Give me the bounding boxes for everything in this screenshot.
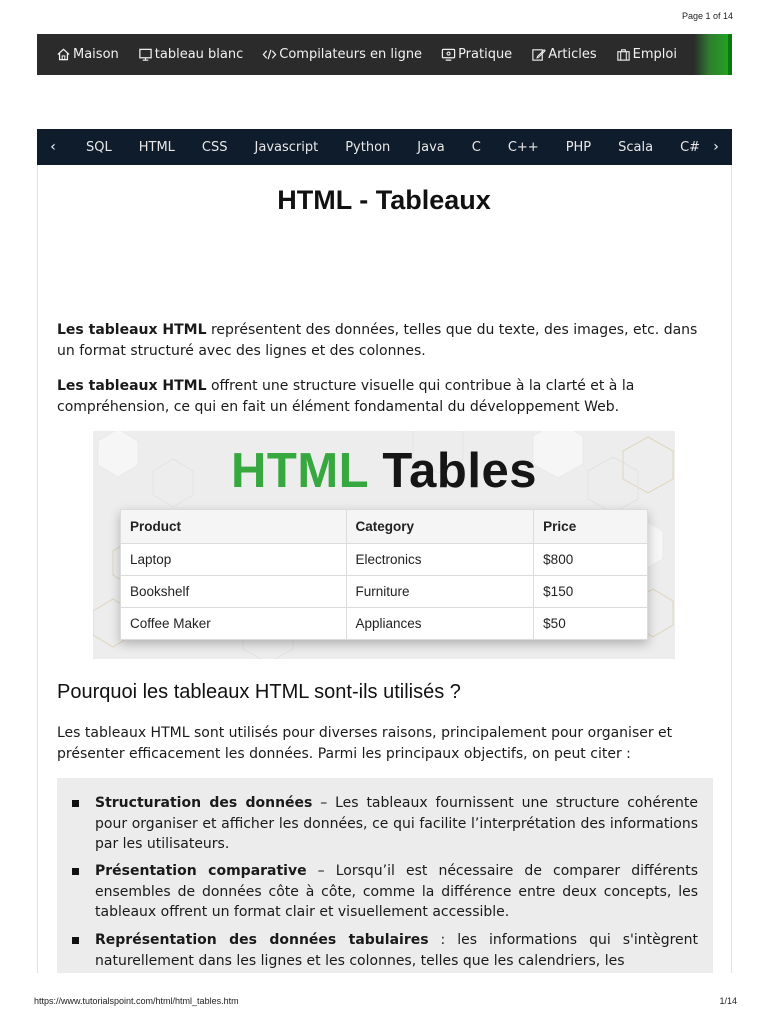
list-item-text: : les informations qui s'intègrent naturellement dans les lignes et les colonnes, telles que les calendriers, les xyxy=(95,932,699,969)
nav-item-tableau-blanc[interactable] xyxy=(138,47,243,62)
whiteboard-icon xyxy=(138,47,153,62)
nav-scroll-fade xyxy=(694,34,732,75)
table-row xyxy=(121,608,648,640)
table-header-cell: Category xyxy=(346,510,534,544)
intro-paragraph-2 xyxy=(57,376,705,417)
list-item-title: Représentation des données tabulaires xyxy=(95,932,429,948)
intro-bold: Les tableaux HTML xyxy=(57,378,207,394)
lang-item-csharp[interactable]: C# xyxy=(680,139,701,155)
section-heading: Pourquoi les tableaux HTML sont-ils utilisés ? xyxy=(57,681,461,703)
lang-item-c[interactable]: C xyxy=(471,139,481,155)
nav-item-compilateurs[interactable] xyxy=(262,47,422,62)
lang-item-css[interactable]: CSS xyxy=(201,139,228,155)
lang-item-scala[interactable]: Scala xyxy=(618,139,654,155)
nav-item-emploi[interactable] xyxy=(616,47,677,62)
nav-item-articles[interactable] xyxy=(531,47,596,62)
section-intro: Les tableaux HTML sont utilisés pour diverses raisons, principalement pour organiser et présenter efficacement les données. Parmi les principaux objectifs, on peut citer : xyxy=(57,725,673,762)
lang-item-php[interactable]: PHP xyxy=(565,139,592,155)
code-icon xyxy=(262,47,277,62)
nav-item-label: Articles xyxy=(548,47,597,62)
intro-paragraph-1 xyxy=(57,320,705,361)
nav-item-pratique[interactable] xyxy=(441,47,512,62)
table-cell: Laptop xyxy=(121,544,347,576)
lang-item-cpp[interactable]: C++ xyxy=(507,139,539,155)
table-cell: $800 xyxy=(534,544,648,576)
html-tables-banner-image xyxy=(93,431,675,659)
table-row xyxy=(121,544,648,576)
list-item-title: Structuration des données xyxy=(95,795,313,811)
list-item xyxy=(95,930,698,971)
scroll-right-button[interactable]: › xyxy=(700,129,732,165)
language-list xyxy=(86,129,727,165)
table-header-cell: Price xyxy=(534,510,648,544)
intro-text: offrent une structure visuelle qui contribue à la clarté et à la compréhension, ce qui en fait un élément fondamental du développement Web. xyxy=(57,378,635,415)
table-cell: Bookshelf xyxy=(121,576,347,608)
table-header-row xyxy=(121,510,648,544)
language-bar xyxy=(37,129,732,165)
table-row xyxy=(121,576,648,608)
lang-item-html[interactable]: HTML xyxy=(138,139,175,155)
scroll-left-button[interactable]: ‹ xyxy=(37,129,69,165)
lang-item-python[interactable]: Python xyxy=(345,139,391,155)
top-navigation xyxy=(37,34,732,75)
nav-item-label: Emploi xyxy=(632,47,677,62)
table-cell: Appliances xyxy=(346,608,534,640)
list-item-text: – Lorsqu’il est nécessaire de comparer différents ensembles de données côte à côte, comme la différence entre deux concepts, les tableaux offrent un format clair et visuellement accessible. xyxy=(95,863,699,920)
purposes-list xyxy=(57,778,713,978)
list-item xyxy=(95,793,698,855)
list-item-text: – Les tableaux fournissent une structure cohérente pour organiser et afficher les données, ce qui facilite l’interprétation des informations par les utilisateurs. xyxy=(95,795,698,852)
intro-bold: Les tableaux HTML xyxy=(57,322,207,338)
edit-icon xyxy=(531,47,546,62)
table-header-cell: Product xyxy=(121,510,347,544)
table-cell: Coffee Maker xyxy=(121,608,347,640)
nav-item-label: tableau blanc xyxy=(154,47,244,62)
nav-item-label: Maison xyxy=(73,47,119,62)
table-cell: $150 xyxy=(534,576,648,608)
list-item-title: Présentation comparative xyxy=(95,863,307,879)
nav-item-maison[interactable] xyxy=(56,47,119,62)
banner-sample-table xyxy=(120,509,648,640)
page-title: HTML - Tableaux xyxy=(277,185,491,215)
lang-item-sql[interactable]: SQL xyxy=(86,139,112,155)
intro-text: représentent des données, telles que du texte, des images, etc. dans un format structuré avec des lignes et des colonnes. xyxy=(57,322,698,359)
briefcase-icon xyxy=(616,47,631,62)
lang-item-javascript[interactable]: Javascript xyxy=(254,139,319,155)
banner-title xyxy=(93,443,675,499)
footer-url: https://www.tutorialspoint.com/html/html_tables.htm xyxy=(34,996,239,1006)
list-item xyxy=(95,861,698,923)
table-cell: $50 xyxy=(534,608,648,640)
table-cell: Furniture xyxy=(346,576,534,608)
page-counter: Page 1 of 14 xyxy=(681,11,733,21)
lang-item-java[interactable]: Java xyxy=(417,139,445,155)
footer-page-number: 1/14 xyxy=(719,996,737,1006)
nav-item-label: Compilateurs en ligne xyxy=(279,47,423,62)
nav-item-label: Pratique xyxy=(458,47,513,62)
home-icon xyxy=(56,47,71,62)
monitor-icon xyxy=(441,47,456,62)
table-cell: Electronics xyxy=(346,544,534,576)
banner-title-html: HTML xyxy=(231,444,369,498)
banner-title-tables: Tables xyxy=(368,444,537,498)
